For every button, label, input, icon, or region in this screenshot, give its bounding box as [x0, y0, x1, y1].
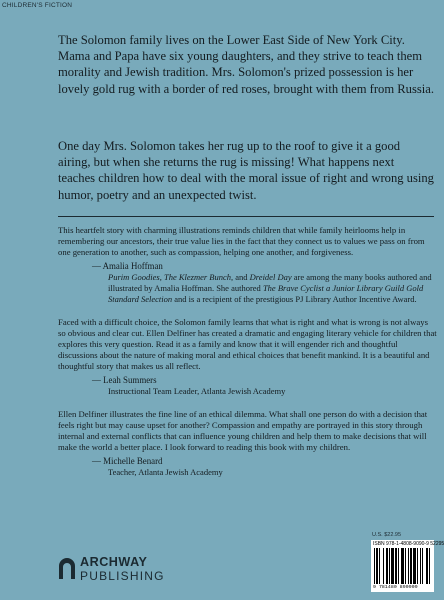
review-text: Ellen Delfiner illustrates the fine line of an ethical dilemma. What shall one person do with a decision that feels right but may cause upset for another? Compassion and empathy are portrayed in this story through internal and external conflicts that can influence young children and help them to make decisions that will make the world a better place. I look forward to reading this book with my children.: [58, 408, 428, 453]
book-title: The Klezmer Bunch: [163, 272, 232, 283]
price-label: U.S. $22.95: [372, 532, 402, 538]
reviewer-name: — Amalia Hoffman: [92, 261, 163, 272]
price-code: 52295: [430, 541, 444, 547]
isbn-number: ISBN 978-1-4808-9090-9: [373, 541, 429, 547]
barcode: [371, 540, 444, 592]
blurb-paragraph-2: One day Mrs. Solomon takes her rug up to the roof to give it a good airing, but when she returns the rug is missing! What happens next teaches children how to deal with the moral issue of right and wrong using humor, poetry and an unexpected twist.: [58, 139, 434, 202]
review-3: [58, 409, 437, 478]
review-1: [58, 225, 437, 305]
bio-text: and is a recipient of the prestigious PJ Library Author Incentive Award.: [172, 293, 417, 304]
reviewer-credit: [92, 456, 437, 478]
isbn-text: [373, 541, 444, 547]
reviewer-name: — Leah Summers: [92, 375, 157, 386]
reviewer-credit: [92, 375, 437, 397]
bio-text: ,: [159, 272, 164, 283]
bio-text: , and: [231, 272, 250, 283]
reviewer-role: Instructional Team Leader, Atlanta Jewish Academy: [108, 386, 286, 397]
review-text: Faced with a difficult choice, the Solomon family learns that what is right and what is wrong is not always so obvious and clear cut. Ellen Delfiner has created a dramatic and engaging literary vehicle for children that explores this very question. Read it as a family and know that it will engender rich and thoughtful discussions about the nature of making moral and ethical choices that benefit mankind. It is a beautiful and thoughtful story that makes us all reflect.: [58, 316, 437, 372]
reviewer-role: Teacher, Atlanta Jewish Academy: [108, 467, 223, 478]
book-title: Purim Goodies: [108, 272, 160, 283]
reviewer-credit: [92, 261, 437, 304]
book-title: Dreidel Day: [249, 272, 292, 283]
review-2: [58, 317, 437, 397]
divider-rule: [58, 216, 434, 217]
publisher-name-line-1: ARCHWAY: [80, 555, 148, 569]
book-title: The Brave Cyclist a Junior Library Guild Gold Standard Selection: [108, 283, 424, 304]
barcode-bars: [374, 548, 432, 584]
review-text: This heartfelt story with charming illustrations reminds children that while family heirlooms help in remembering our ancestors, their true value lies in the fact that they connect us to values we pass on from one generation to another, such as compassion, helping one another, and forgiveness.: [58, 225, 425, 258]
ean-digits: 9 781480 890909: [373, 585, 418, 590]
category-label: CHILDREN'S FICTION: [2, 2, 73, 9]
publisher-name-line-2: PUBLISHING: [80, 569, 165, 583]
blurb-paragraph-1: The Solomon family lives on the Lower East Side of New York City. Mama and Papa have six young daughters, and they strive to teach them morality and Jewish tradition. Mrs. Solomon's prized possession is her lovely gold rug with a border of red roses, brought with them from Russia.: [58, 33, 434, 96]
reviewer-bio: [108, 272, 437, 304]
bio-text: are among the many books authored and illustrated by Amalia Hoffman. She authored: [108, 272, 432, 294]
archway-arch-icon: [58, 557, 76, 579]
reviews-section: [58, 225, 437, 490]
reviewer-name: — Michelle Benard: [92, 456, 163, 467]
